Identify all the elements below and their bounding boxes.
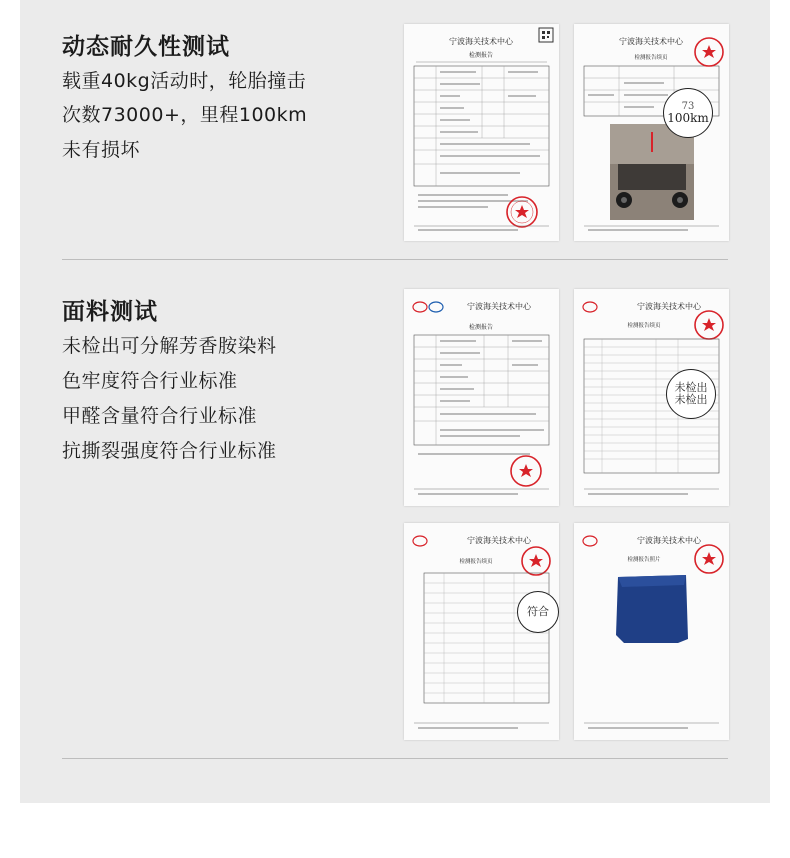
fabric-line-3: 甲醛含量符合行业标准	[62, 405, 258, 427]
svg-text:宁波海关技术中心: 宁波海关技术中心	[467, 536, 531, 545]
fabric-line-2: 色牢度符合行业标准	[62, 370, 238, 392]
cnas-logo-icon	[583, 536, 597, 546]
qr-code-icon	[539, 28, 553, 42]
svg-text:宁波海关技术中心: 宁波海关技术中心	[637, 536, 701, 545]
svg-text:检测报告续页: 检测报告续页	[634, 55, 668, 61]
test-report-fabric-photo-page	[574, 523, 729, 740]
section-title-fabric: 面料测试	[62, 299, 158, 325]
svg-text:宁波海关技术中心: 宁波海关技术中心	[467, 302, 531, 311]
durability-line-2: 次数73000+，里程100km	[62, 104, 308, 126]
mileage-callout: 73 100km	[663, 88, 713, 138]
durability-line-1: 载重40kg活动时，轮胎撞击	[62, 70, 307, 92]
svg-text:宁波海关技术中心: 宁波海关技术中心	[619, 37, 683, 46]
ilac-logo-icon	[429, 302, 443, 312]
not-detected-callout: 未检出 未检出	[666, 369, 716, 419]
cnas-logo-icon	[583, 302, 597, 312]
cnas-logo-icon	[413, 536, 427, 546]
svg-text:检测报告: 检测报告	[468, 52, 494, 59]
svg-text:检测报告: 检测报告	[468, 324, 494, 331]
svg-text:检测报告续页: 检测报告续页	[459, 559, 493, 565]
section-divider-2	[62, 758, 728, 759]
test-report-fabric-page-1	[404, 289, 559, 506]
test-report-durability-page-1	[404, 24, 559, 241]
svg-text:检测报告续页: 检测报告续页	[627, 323, 661, 329]
durability-line-3: 未有损坏	[62, 139, 141, 161]
svg-text:检测报告照片: 检测报告照片	[627, 557, 661, 563]
section-divider-1	[62, 259, 728, 260]
section-title-durability: 动态耐久性测试	[62, 34, 230, 60]
fabric-line-4: 抗撕裂强度符合行业标准	[62, 440, 277, 462]
svg-text:宁波海关技术中心: 宁波海关技术中心	[637, 302, 701, 311]
test-report-durability-page-2	[574, 24, 729, 241]
report-header: 宁波海关技术中心	[449, 37, 513, 46]
conforms-callout: 符合	[517, 591, 559, 633]
fabric-line-1: 未检出可分解芳香胺染料	[62, 335, 277, 357]
cnas-logo-icon	[413, 302, 427, 312]
